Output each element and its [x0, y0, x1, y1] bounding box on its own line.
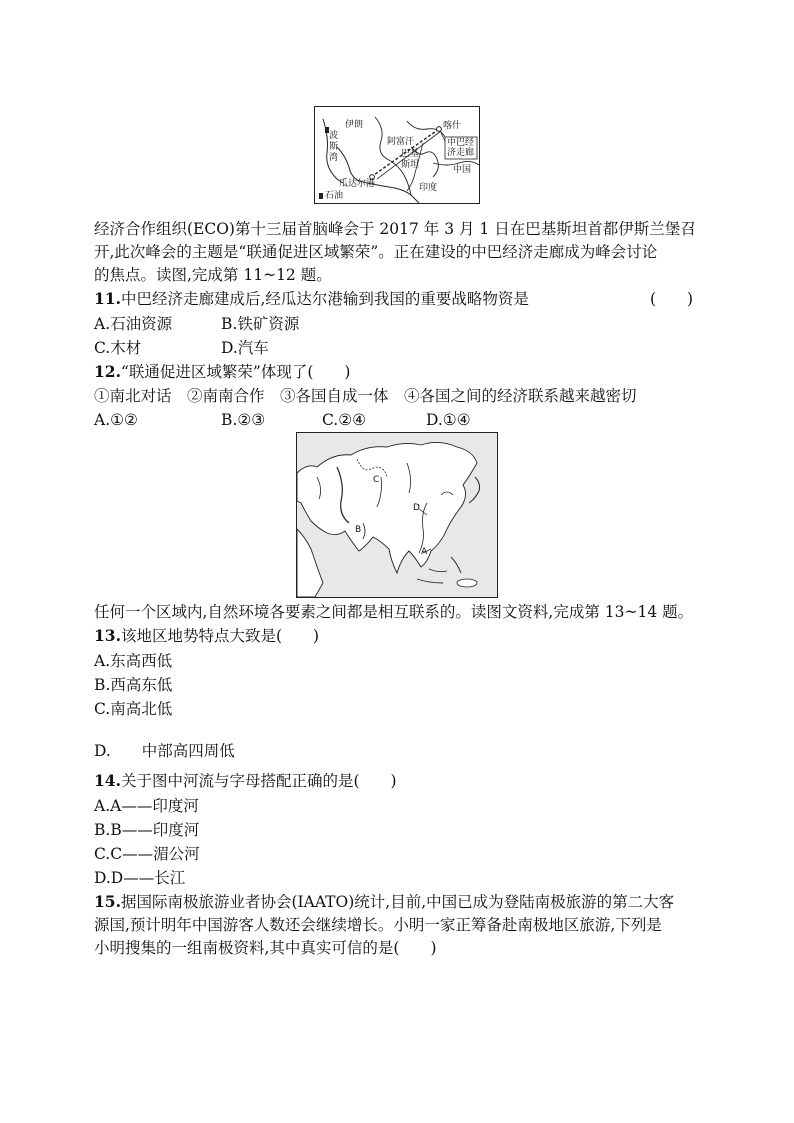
label-gwadar: 瓜达尔港: [339, 179, 376, 189]
asia-label-d: D: [413, 503, 420, 513]
q13-text: 该地区地势特点大致是( ): [120, 627, 320, 645]
q11-text: 中巴经济走廊建成后,经瓜达尔港输到我国的重要战略物资是: [120, 290, 529, 308]
q15-text-line1: 据国际南极旅游业者协会(IAATO)统计,目前,中国已成为登陆南极旅游的第二大客: [120, 893, 675, 911]
label-india: 印度: [419, 183, 438, 193]
q15-number: 15.: [94, 892, 121, 911]
q14-number: 14.: [94, 771, 121, 790]
q13-option-d[interactable]: D. 中部高四周低: [94, 742, 235, 760]
q12-stem: [94, 361, 350, 383]
intro1-line1: 经济合作组织(ECO)第十三届首脑峰会于 2017 年 3 月 1 日在巴基斯坦首都伊斯兰堡召: [94, 220, 696, 238]
asia-label-a: A: [421, 547, 428, 557]
label-corridor: 中巴经济走廊: [447, 138, 475, 158]
q12-option-c[interactable]: C.②④: [322, 411, 367, 429]
q14-option-d[interactable]: D.D——长江: [94, 869, 186, 887]
label-kashgar: 喀什: [443, 121, 462, 131]
q13-option-a[interactable]: A.东高西低: [94, 652, 173, 670]
q13-number: 13.: [94, 626, 121, 645]
label-persian-gulf: 波斯湾: [329, 131, 339, 163]
q13-stem: [94, 625, 319, 647]
corridor-map: [314, 106, 480, 204]
label-iran: 伊朗: [345, 120, 364, 130]
asia-label-c: C: [373, 475, 380, 485]
label-oil: 石油: [325, 191, 344, 201]
q11-option-c[interactable]: C.木材: [94, 339, 142, 357]
asia-map-drawing: [297, 433, 497, 597]
q14-stem: [94, 770, 397, 792]
q11-stem: [94, 288, 529, 310]
q11-option-b[interactable]: B.铁矿资源: [221, 315, 300, 333]
label-china: 中国: [453, 165, 472, 175]
q11-option-a[interactable]: A.石油资源: [94, 315, 173, 333]
label-pakistan: 巴基斯坦: [401, 149, 420, 170]
q14-option-b[interactable]: B.B——印度河: [94, 821, 200, 839]
intro1-line2: 开,此次峰会的主题是“联通促进区域繁荣”。正在建设的中巴经济走廊成为峰会讨论: [94, 243, 658, 261]
q14-option-a[interactable]: A.A——印度河: [94, 797, 199, 815]
q12-text: “联通促进区域繁荣”体现了( ): [120, 363, 351, 381]
label-afghanistan: 阿富汗: [387, 137, 415, 147]
q15-stem-line2: 源国,预计明年中国游客人数还会继续增长。小明一家正筹备赴南极地区旅游,下列是: [94, 916, 662, 934]
q11-number: 11.: [94, 289, 121, 308]
intro2-line1: 任何一个区域内,自然环境各要素之间都是相互联系的。读图文资料,完成第 13~14 题。: [94, 603, 694, 621]
q13-option-b[interactable]: B.西高东低: [94, 676, 173, 694]
q14-text: 关于图中河流与字母搭配正确的是( ): [120, 772, 397, 790]
asia-map: [296, 432, 498, 598]
intro1-line3: 的焦点。读图,完成第 11~12 题。: [94, 266, 332, 284]
q15-stem-line1: [94, 891, 674, 913]
q13-option-c[interactable]: C.南高北低: [94, 700, 173, 718]
q12-statements: ①南北对话 ②南南合作 ③各国自成一体 ④各国之间的经济联系越来越密切: [94, 387, 637, 405]
q12-option-a[interactable]: A.①②: [94, 411, 138, 429]
q11-answer-paren: ( ): [650, 290, 694, 308]
q11-option-d[interactable]: D.汽车: [221, 339, 269, 357]
asia-label-b: B: [355, 525, 362, 535]
q14-option-c[interactable]: C.C——湄公河: [94, 845, 200, 863]
q12-option-d[interactable]: D.①④: [426, 411, 471, 429]
q15-stem-line3: 小明搜集的一组南极资料,其中真实可信的是( ): [94, 939, 437, 957]
q12-number: 12.: [94, 362, 121, 381]
q12-option-b[interactable]: B.②③: [221, 411, 266, 429]
